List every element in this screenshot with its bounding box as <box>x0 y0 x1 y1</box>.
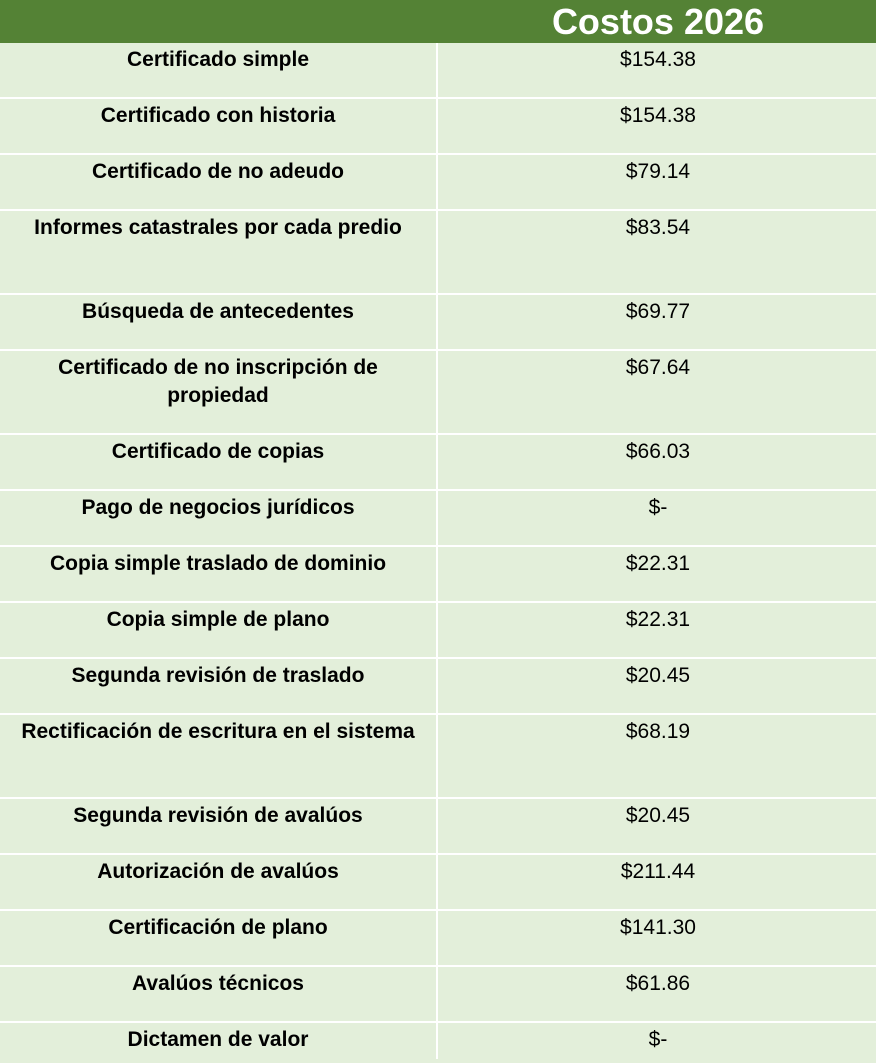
cost-cell: $67.64 <box>625 356 691 379</box>
concept-cell: Segunda revisión de avalúos <box>0 799 438 853</box>
table-row <box>0 855 876 911</box>
table-body <box>0 43 876 1059</box>
cost-cell: $- <box>648 496 668 519</box>
table-row <box>0 967 876 1023</box>
cost-cell: $- <box>648 1028 668 1051</box>
cost-cell: $211.44 <box>620 860 696 883</box>
table-row <box>0 211 876 295</box>
cost-cell: $141.30 <box>620 916 696 939</box>
cost-cell: $68.19 <box>625 720 691 743</box>
cost-cell: $66.03 <box>625 440 691 463</box>
concept-cell: Certificado de no inscripción de propiedad <box>0 351 438 433</box>
table-row <box>0 547 876 603</box>
table-row <box>0 715 876 799</box>
cost-cell: $20.45 <box>625 664 691 687</box>
concept-cell: Certificado con historia <box>0 99 438 153</box>
concept-cell: Certificado de no adeudo <box>0 155 438 209</box>
concept-cell: Certificado de copias <box>0 435 438 489</box>
concept-cell: Avalúos técnicos <box>0 967 438 1021</box>
concept-cell: Segunda revisión de traslado <box>0 659 438 713</box>
table-row <box>0 491 876 547</box>
table-row <box>0 43 876 99</box>
table-row <box>0 911 876 967</box>
table-row <box>0 351 876 435</box>
cost-cell: $83.54 <box>625 216 691 239</box>
concept-cell: Copia simple de plano <box>0 603 438 657</box>
cost-cell: $22.31 <box>625 552 691 575</box>
table-row <box>0 1023 876 1059</box>
table-row <box>0 603 876 659</box>
table-row <box>0 799 876 855</box>
table-header <box>0 0 876 43</box>
concept-cell: Dictamen de valor <box>0 1023 438 1059</box>
concept-cell: Autorización de avalúos <box>0 855 438 909</box>
cost-cell: $154.38 <box>620 48 696 71</box>
concept-cell: Informes catastrales por cada predio <box>0 211 438 293</box>
cost-cell: $20.45 <box>625 804 691 827</box>
table-row <box>0 99 876 155</box>
cost-cell: $79.14 <box>625 160 691 183</box>
table-row <box>0 155 876 211</box>
concept-cell: Pago de negocios jurídicos <box>0 491 438 545</box>
table-row <box>0 295 876 351</box>
table-row <box>0 659 876 715</box>
cost-cell: $22.31 <box>625 608 691 631</box>
table-row <box>0 435 876 491</box>
cost-cell: $61.86 <box>625 972 691 995</box>
concept-cell: Certificado simple <box>0 43 438 97</box>
concept-cell: Búsqueda de antecedentes <box>0 295 438 349</box>
concept-cell: Certificación de plano <box>0 911 438 965</box>
cost-cell: $69.77 <box>625 300 691 323</box>
concept-cell: Rectificación de escritura en el sistema <box>0 715 438 797</box>
header-title: Costos 2026 <box>551 1 765 42</box>
concept-cell: Copia simple traslado de dominio <box>0 547 438 601</box>
cost-cell: $154.38 <box>620 104 696 127</box>
